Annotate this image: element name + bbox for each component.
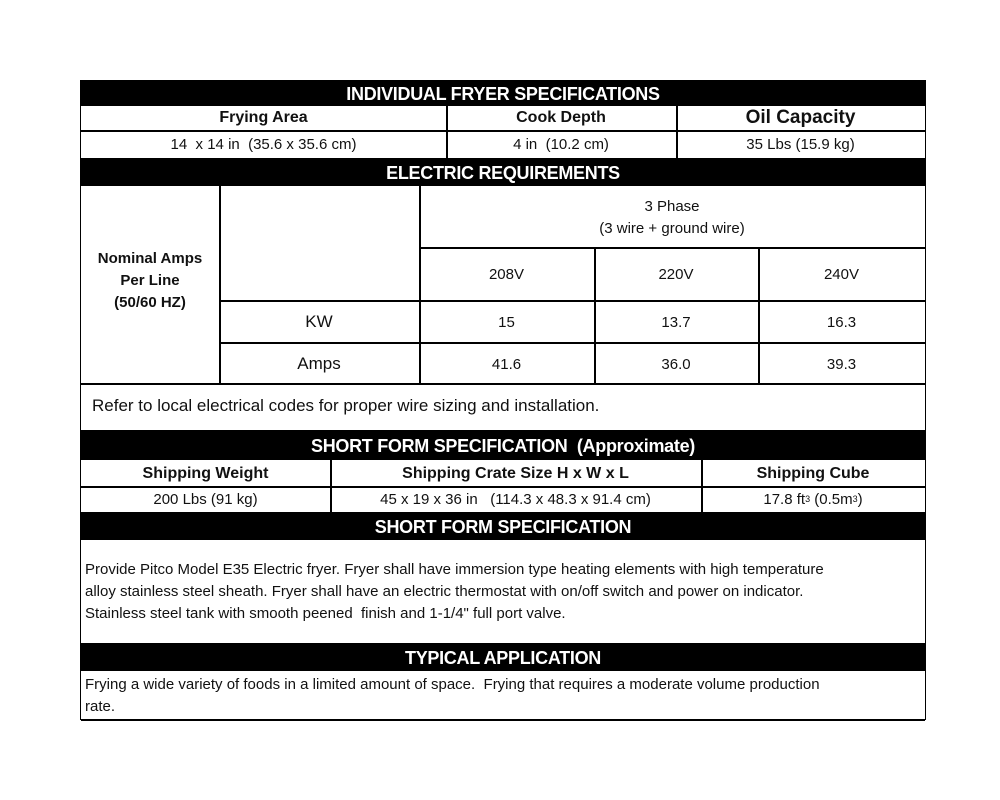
shipping-cube-value	[701, 487, 925, 511]
divider	[594, 248, 596, 384]
fryer-specs-title: INDIVIDUAL FRYER SPECIFICATIONS	[346, 84, 660, 104]
amps-value-208: 41.6	[491, 355, 522, 373]
divider	[701, 460, 703, 512]
voltage-208: 208V	[488, 265, 525, 283]
phase-cell	[419, 190, 925, 246]
amps-value-220: 36.0	[661, 355, 691, 373]
divider	[81, 383, 925, 385]
amps-label: Amps	[297, 354, 341, 373]
short-form-title: SHORT FORM SPECIFICATION	[374, 517, 632, 537]
nominal-label-line: Nominal Amps	[97, 250, 203, 267]
cube-value-part: 17.8 ft	[763, 490, 806, 508]
phase-label: 3 Phase	[644, 198, 700, 215]
kw-value-208: 15	[498, 313, 515, 331]
bottom-border	[81, 719, 925, 721]
divider	[446, 106, 448, 158]
short-form-header	[81, 512, 925, 540]
electric-note: Refer to local electrical codes for proper wire sizing and installation.	[92, 396, 600, 415]
nominal-amps-label	[81, 246, 219, 316]
voltage-220: 220V	[658, 265, 694, 283]
cube-superscript: 3	[852, 494, 858, 504]
frying-area-value: 14 x 14 in (35.6 x 35.6 cm)	[170, 135, 357, 153]
divider	[219, 342, 925, 344]
oil-capacity-label: Oil Capacity	[745, 107, 856, 128]
amps-value-240: 39.3	[826, 355, 857, 373]
cook-depth-label: Cook Depth	[516, 109, 606, 126]
divider	[81, 130, 925, 132]
electric-header	[81, 158, 925, 186]
short-form-approx-header	[81, 430, 925, 460]
oil-capacity-value: 35 Lbs (15.9 kg)	[746, 135, 855, 153]
divider	[81, 486, 925, 488]
kw-label: KW	[305, 312, 333, 331]
cube-superscript: 3	[805, 494, 811, 504]
phase-sub-label: (3 wire + ground wire)	[599, 220, 745, 237]
short-form-line: alloy stainless steel sheath. Fryer shall have an electric thermostat with on/off switch and power on indicator.	[85, 583, 804, 600]
fryer-specs-header	[81, 80, 925, 106]
typical-application-line: rate.	[85, 698, 116, 715]
shipping-weight-label: Shipping Weight	[142, 465, 269, 482]
typical-application-title: TYPICAL APPLICATION	[405, 648, 601, 668]
voltage-240: 240V	[823, 265, 860, 283]
divider	[219, 300, 925, 302]
kw-value-220: 13.7	[661, 313, 691, 331]
kw-value-240: 16.3	[826, 313, 857, 331]
crate-size-label: Shipping Crate Size H x W x L	[402, 465, 629, 482]
frying-area-label: Frying Area	[219, 109, 308, 126]
divider	[419, 247, 925, 249]
spec-sheet	[80, 80, 926, 720]
typical-application-header	[81, 643, 925, 671]
nominal-label-line: Per Line	[120, 272, 180, 289]
divider	[330, 460, 332, 512]
typical-application-line: Frying a wide variety of foods in a limited amount of space. Frying that requires a moderate volume production	[85, 676, 820, 693]
cube-value-part: (0.5m	[810, 490, 853, 508]
divider	[219, 186, 221, 384]
divider	[676, 106, 678, 158]
divider	[419, 186, 421, 384]
cube-value-part: )	[857, 490, 863, 508]
crate-size-value: 45 x 19 x 36 in (114.3 x 48.3 x 91.4 cm)	[380, 490, 651, 508]
short-form-line: Provide Pitco Model E35 Electric fryer. Fryer shall have immersion type heating elements with high temperature	[85, 561, 824, 578]
cook-depth-value: 4 in (10.2 cm)	[513, 135, 609, 153]
shipping-cube-label: Shipping Cube	[756, 465, 870, 482]
nominal-label-line: (50/60 HZ)	[114, 294, 186, 311]
shipping-weight-value: 200 Lbs (91 kg)	[153, 490, 258, 508]
short-form-line: Stainless steel tank with smooth peened finish and 1-1/4" full port valve.	[85, 605, 566, 622]
short-form-approx-title: SHORT FORM SPECIFICATION (Approximate)	[311, 436, 695, 456]
divider	[758, 248, 760, 384]
electric-title: ELECTRIC REQUIREMENTS	[386, 163, 620, 183]
